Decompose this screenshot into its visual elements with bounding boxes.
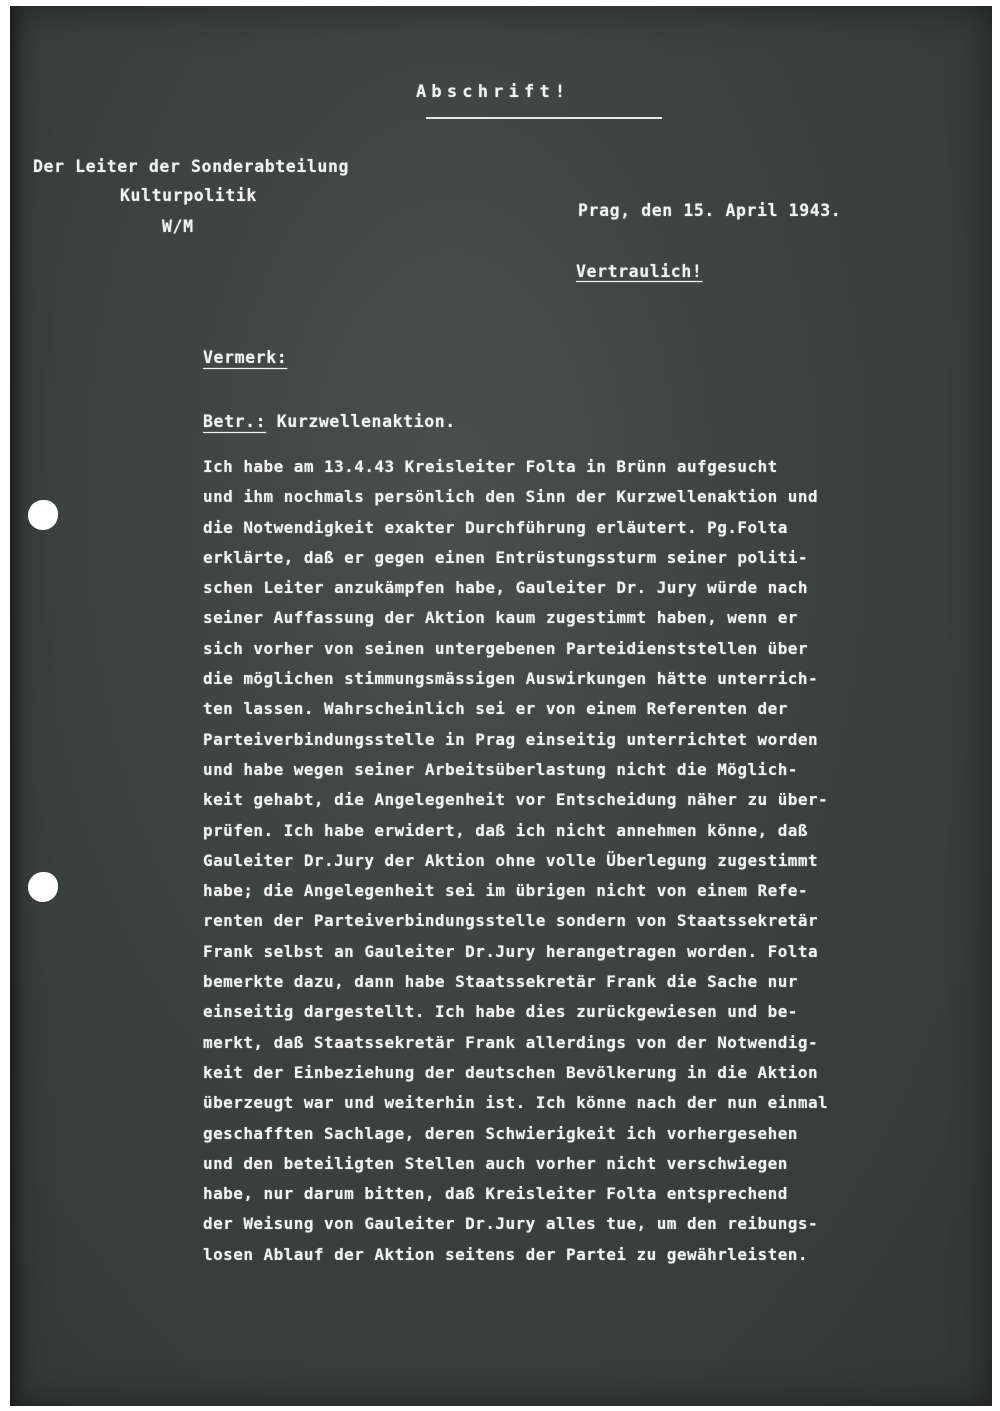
punch-hole-bottom bbox=[28, 872, 58, 902]
body-line: habe, nur darum bitten, daß Kreisleiter Folta entsprechend bbox=[203, 1184, 788, 1204]
body-line: bemerkte dazu, dann habe Staatssekretär Frank die Sache nur bbox=[203, 972, 798, 992]
body-line: und ihm nochmals persönlich den Sinn der Kurzwellenaktion und bbox=[203, 487, 819, 507]
body-line: geschafften Sachlage, deren Schwierigkeit ich vorhergesehen bbox=[203, 1123, 798, 1143]
body-line: und habe wegen seiner Arbeitsüberlastung nicht die Möglich- bbox=[203, 759, 798, 779]
body-line: renten der Parteiverbindungsstelle sondern von Staatssekretär bbox=[203, 911, 819, 931]
body-line: einseitig dargestellt. Ich habe dies zurückgewiesen und be- bbox=[203, 1002, 798, 1022]
body-line: prüfen. Ich habe erwidert, daß ich nicht annehmen könne, daß bbox=[203, 820, 808, 840]
body-line: habe; die Angelegenheit sei im übrigen nicht von einem Refe- bbox=[203, 881, 808, 901]
subject-label: Betr.: bbox=[203, 412, 267, 431]
body-line: die Notwendigkeit exakter Durchführung erläutert. Pg.Folta bbox=[203, 517, 788, 537]
memo-body bbox=[203, 452, 973, 1270]
subject-value: Kurzwellenaktion. bbox=[276, 412, 456, 431]
subject-line bbox=[203, 412, 456, 431]
body-line: keit der Einbeziehung der deutschen Bevölkerung in die Aktion bbox=[203, 1062, 819, 1082]
body-line: der Weisung von Gauleiter Dr.Jury alles tue, um den reibungs- bbox=[203, 1214, 819, 1234]
sender-line-1: Der Leiter der Sonderabteilung bbox=[33, 157, 350, 176]
body-line: sich vorher von seinen untergebenen Parteidienststellen über bbox=[203, 638, 808, 658]
body-line: merkt, daß Staatssekretär Frank allerdings von der Notwendig- bbox=[203, 1032, 819, 1052]
body-line: Ich habe am 13.4.43 Kreisleiter Folta in Brünn aufgesucht bbox=[203, 457, 778, 476]
body-line: seiner Auffassung der Aktion kaum zugestimmt haben, wenn er bbox=[203, 608, 798, 628]
date-line: Prag, den 15. April 1943. bbox=[578, 201, 842, 220]
sheet-edge-shadow bbox=[10, 6, 24, 1406]
body-line: schen Leiter anzukämpfen habe, Gauleiter Dr. Jury würde nach bbox=[203, 578, 808, 598]
body-line: ten lassen. Wahrscheinlich sei er von einem Referenten der bbox=[203, 699, 788, 719]
memo-heading: Vermerk: bbox=[203, 348, 288, 367]
body-line: Gauleiter Dr.Jury der Aktion ohne volle Überlegung zugestimmt bbox=[203, 850, 819, 870]
body-line: Parteiverbindungsstelle in Prag einseitig unterrichtet worden bbox=[203, 729, 819, 749]
body-line: keit gehabt, die Angelegenheit vor Entscheidung näher zu über- bbox=[203, 790, 829, 810]
body-line: erklärte, daß er gegen einen Entrüstungssturm seiner politi- bbox=[203, 547, 808, 567]
body-line: und den beteiligten Stellen auch vorher nicht verschwiegen bbox=[203, 1153, 788, 1173]
sender-line-3: W/M bbox=[162, 217, 194, 236]
title-underline bbox=[426, 117, 662, 119]
body-line: losen Ablauf der Aktion seitens der Partei zu gewährleisten. bbox=[203, 1244, 808, 1264]
body-line: Frank selbst an Gauleiter Dr.Jury herangetragen worden. Folta bbox=[203, 941, 819, 961]
body-line: die möglichen stimmungsmässigen Auswirkungen hätte unterrich- bbox=[203, 669, 819, 689]
document-title: Abschrift! bbox=[416, 82, 571, 102]
body-line: überzeugt war und weiterhin ist. Ich könne nach der nun einmal bbox=[203, 1093, 829, 1113]
confidential-mark: Vertraulich! bbox=[576, 262, 703, 281]
punch-hole-top bbox=[28, 500, 58, 530]
sender-line-2: Kulturpolitik bbox=[120, 186, 257, 205]
